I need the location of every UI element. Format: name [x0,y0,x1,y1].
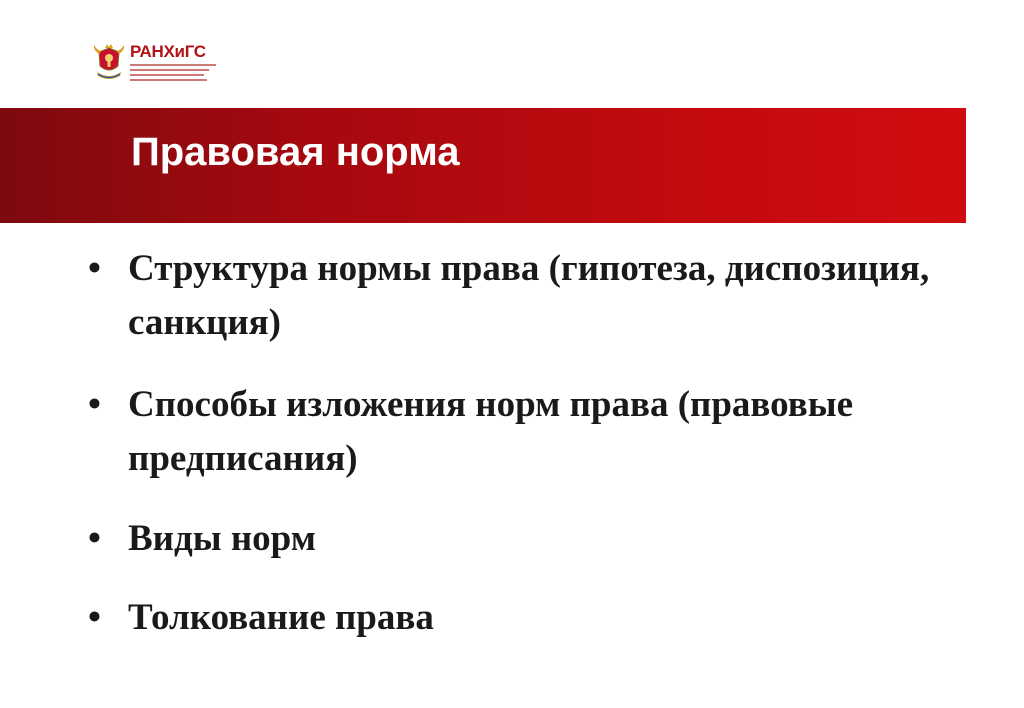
bullet-marker: • [88,518,101,559]
ranepa-logo [92,42,222,84]
bullet-marker: • [88,248,101,289]
title-banner [0,108,966,223]
bullet-marker: • [88,384,101,425]
bullet-text: Толкование права [128,597,434,638]
slide-title: Правовая норма [131,130,460,174]
bullet-text: Способы изложения норм права (правовые предписания) [128,384,854,479]
bullet-text: Структура нормы права (гипотеза, диспозиция, санкция) [128,248,930,343]
bullet-marker: • [88,597,101,638]
logo-subtitle-lines [130,64,216,84]
eagle-emblem-icon [92,42,126,82]
bullet-text: Виды норм [128,518,316,559]
logo-name: РАНХиГС [130,42,206,61]
